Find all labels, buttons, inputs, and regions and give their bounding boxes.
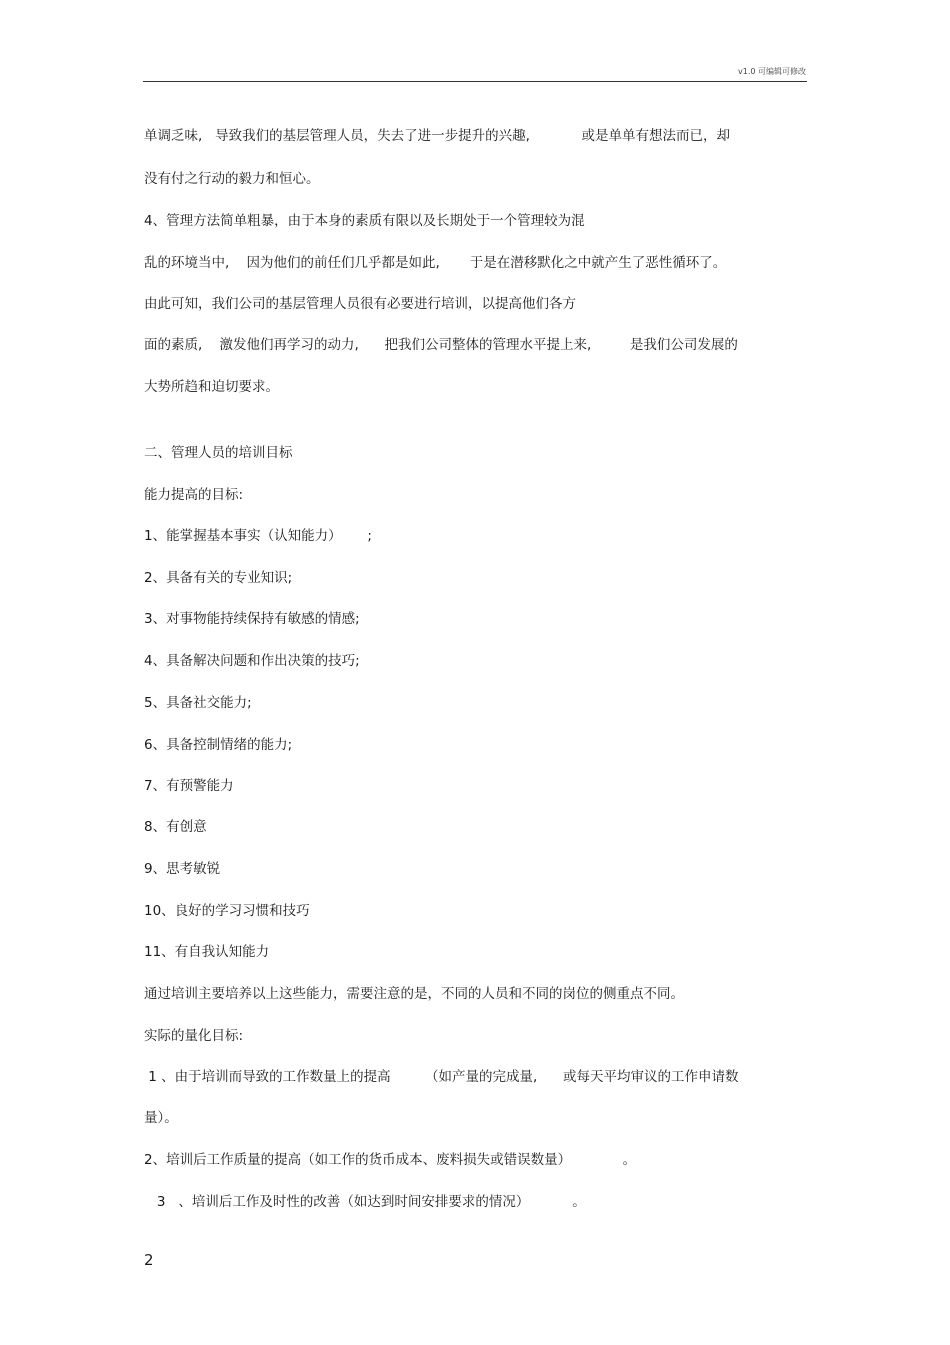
section-heading: 二、管理人员的培训目标 [144,445,293,461]
list-item: 1、能掌握基本事实（认知能力） ; [144,528,372,544]
list-item: 9、思考敏锐 [144,861,221,877]
list-item: 3 、培训后工作及时性的改善（如达到时间安排要求的情况） 。 [144,1194,586,1210]
list-item: 5、具备社交能力; [144,695,252,711]
paragraph-line: 单调乏味, 导致我们的基层管理人员，失去了进一步提升的兴趣, 或是单单有想法而已，却 [144,128,730,144]
list-item: 3、对事物能持续保持有敏感的情感; [144,611,360,627]
list-item: 1 、由于培训而导致的工作数量上的提高 （如产量的完成量, 或每天平均审议的工作申请数 [144,1069,739,1085]
paragraph-line: 大势所趋和迫切要求。 [144,379,279,395]
list-item: 4、具备解决问题和作出决策的技巧; [144,653,360,669]
list-item: 7、有预警能力 [144,778,234,794]
subheading: 实际的量化目标: [144,1028,244,1044]
header-version-note: v1.0 可编辑可修改 [738,67,806,76]
list-item: 2、培训后工作质量的提高（如工作的货币成本、废料损失或错误数量） 。 [144,1152,637,1168]
paragraph-line: 面的素质, 激发他们再学习的动力, 把我们公司整体的管理水平提上来, 是我们公司发展的 [144,337,738,353]
paragraph-line: 通过培训主要培养以上这些能力，需要注意的是，不同的人员和不同的岗位的侧重点不同。 [144,986,684,1002]
list-item: 2、具备有关的专业知识; [144,570,293,586]
page-number: 2 [144,1251,154,1269]
paragraph-line: 乱的环境当中, 因为他们的前任们几乎都是如此, 于是在潜移默化之中就产生了恶性循环了。 [144,255,727,271]
list-item: 6、具备控制情绪的能力; [144,737,293,753]
paragraph-line: 没有付之行动的毅力和恒心。 [144,171,320,187]
subheading: 能力提高的目标: [144,487,244,503]
list-item: 8、有创意 [144,819,207,835]
list-item: 10、良好的学习习惯和技巧 [144,903,310,919]
header-rule [143,81,807,82]
paragraph-line: 4、管理方法简单粗暴，由于本身的素质有限以及长期处于一个管理较为混 [144,213,585,229]
paragraph-line: 由此可知，我们公司的基层管理人员很有必要进行培训，以提高他们各方 [144,296,576,312]
list-item: 11、有自我认知能力 [144,944,270,960]
list-item-continuation: 量）。 [144,1110,178,1126]
